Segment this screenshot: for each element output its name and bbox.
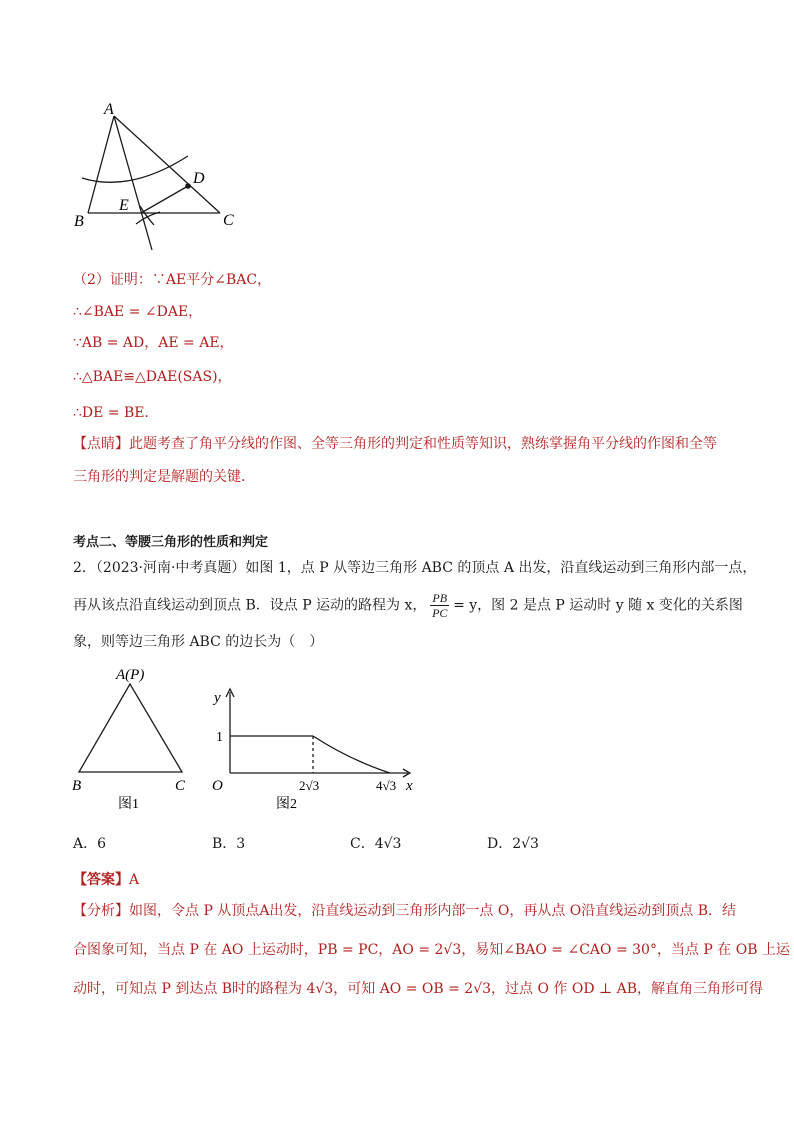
question-line-1: 2．（2023·河南·中考真题）如图 1，点 P 从等边三角形 ABC 的顶点 A 出发，沿直线运动到三角形内部一点，	[73, 560, 757, 576]
comment-tag: 【点睛】	[73, 436, 129, 452]
fig1-label-d: D	[193, 170, 205, 187]
option-a[interactable]: A．6	[73, 836, 107, 852]
fraction-pb-pc	[430, 591, 449, 620]
comment-line-1	[73, 434, 717, 454]
comment-line-2: 三角形的判定是解题的关键．	[73, 469, 255, 485]
fraction-denominator: PC	[432, 606, 448, 620]
function-graph-figure	[200, 680, 420, 815]
fig1-label-b: B	[74, 213, 84, 230]
answer-line	[73, 870, 139, 890]
answer-value: A	[129, 872, 140, 888]
graph-origin-label: O	[212, 778, 223, 794]
proof-line-1: （2）证明：∵AE平分∠BAC，	[73, 272, 272, 288]
analysis-tag: 【分析】	[73, 903, 129, 919]
graph-x-tick-4sqrt3: 4√3	[376, 778, 397, 793]
analysis-text-1: 如图，令点 P 从顶点A出发，沿直线运动到三角形内部一点 O，再从点 O沿直线运动到顶点 B．结	[129, 903, 737, 919]
proof-line-5: ∴DE = BE．	[73, 405, 159, 421]
triangle-right-label: C	[175, 778, 186, 794]
analysis-line-2: 合图象可知，当点 P 在 AO 上运动时，PB = PC，AO = 2√3，易知∠BAO = ∠CAO = 30°，当点 P 在 OB 上运	[73, 942, 790, 958]
equilateral-triangle-figure	[68, 662, 198, 812]
question-line-2a: 再从该点沿直线运动到顶点 B．设点 P 运动的路程为 x，	[73, 597, 427, 614]
comment-text-1: 此题考查了角平分线的作图、全等三角形的判定和性质等知识，熟练掌握角平分线的作图和全等	[129, 436, 717, 452]
option-d[interactable]: D．2√3	[487, 836, 539, 852]
proof-line-3: ∵AB = AD，AE = AE，	[73, 335, 234, 351]
option-c[interactable]: C．4√3	[350, 836, 402, 852]
fig1-label-c: C	[223, 212, 234, 229]
question-line-3: 象，则等边三角形 ABC 的边长为（ ）	[73, 634, 324, 650]
graph-y-tick-1: 1	[216, 730, 223, 745]
triangle-left-label: B	[72, 778, 82, 794]
graph-y-label: y	[214, 690, 221, 706]
angle-bisector-figure	[70, 98, 250, 258]
proof-line-4: ∴△BAE≌△DAE(SAS)，	[73, 369, 232, 385]
graph-x-label: x	[406, 778, 413, 794]
triangle-apex-label: A(P)	[116, 667, 145, 683]
graph-x-tick-2sqrt3: 2√3	[299, 778, 320, 793]
question-line-2	[73, 591, 743, 620]
answer-tag: 【答案】	[73, 872, 129, 888]
fig1-label-e: E	[119, 197, 129, 214]
figure-2-caption: 图2	[276, 797, 297, 812]
fraction-numerator: PB	[432, 591, 448, 605]
section-title: 考点二、等腰三角形的性质和判定	[73, 535, 269, 550]
option-b[interactable]: B．3	[212, 836, 246, 852]
fig1-label-a: A	[104, 101, 114, 118]
analysis-line-1	[73, 901, 736, 921]
proof-line-2: ∴∠BAE = ∠DAE，	[73, 304, 203, 320]
question-line-2b: = y，图 2 是点 P 运动时 y 随 x 变化的关系图	[453, 597, 743, 614]
analysis-line-3: 动时，可知点 P 到达点 B时的路程为 4√3，可知 AO = OB = 2√3，过点 O 作 OD ⊥ AB，解直角三角形可得	[73, 981, 764, 997]
figure-1-caption: 图1	[118, 797, 139, 812]
